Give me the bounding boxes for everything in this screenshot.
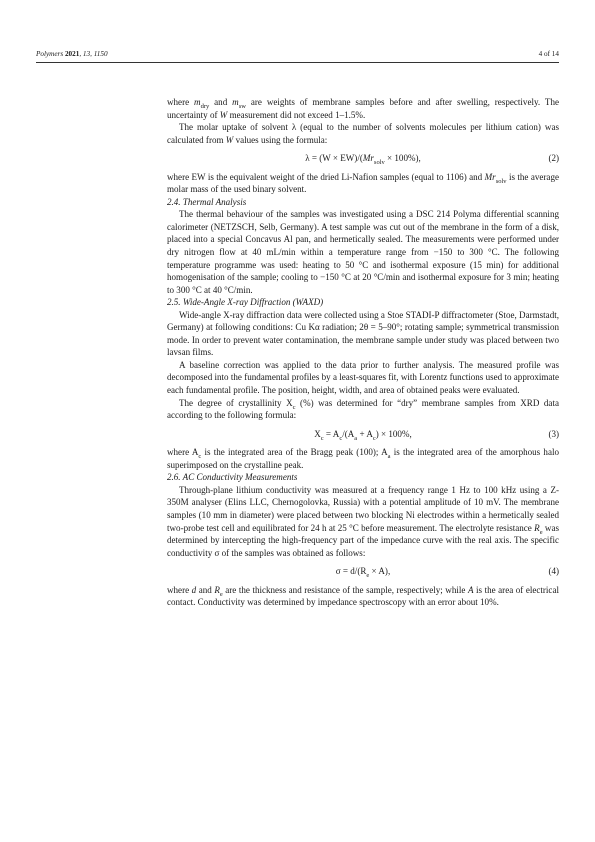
paragraph-waxd: Wide-angle X-ray diffraction data were collected using a Stoe STADI-P diffractometer (Stoe, Darmstadt, Germany) at following conditions: Cu Kα radiation; 2θ = 5–90°; rotating sample; symmetrical transmission mode. In order to prevent water contamination, the membrane sample under study was placed between two lavsan films. [167,309,559,358]
equation-4-number: (4) [548,566,559,577]
paragraph-conductivity: Through-plane lithium conductivity was measured at a frequency range 1 Hz to 100 kHz using a Z-350M analyser (Elins LLC, Chernogolovka, Russia) with a potential amplitude of 10 mV. The membrane samples (10 mm in diameter) were placed between two blocking Ni electrodes within a hermetically sealed two-probe test cell and equilibrated for 24 h at 25 °C before measurement. The electrolyte resistance $R_e$ was determined by intercepting the high-frequency part of the impedance curve with the real axis. The specific conductivity σ of the samples was obtained as follows: [167,484,559,558]
journal-citation [36,50,108,58]
paragraph-swelling: where $m_{dry}$ and $m_{sw}$ are weights of membrane samples before and after swelling, respectively. The uncertainty of W measurement did not exceed 1–1.5%. [167,97,559,120]
equation-3-number: (3) [548,428,559,439]
equation-3: $X_c = A_c/(A_a + A_c) \times 100\%$, (3) [314,428,559,442]
equation-2-number: (2) [548,153,559,164]
section-heading-thermal: 2.4. Thermal Analysis [167,196,247,207]
paragraph-bragg: where $A_c$ is the integrated area of the Bragg peak (100); $A_a$ is the integrated area of the amorphous halo superimposed on the crystalline peak. [167,447,559,470]
journal-volume: , 13, 1150 [79,50,108,58]
article-body [167,96,559,609]
paragraph-where-d: where d and $R_e$ are the thickness and resistance of the sample, respectively; while A is the area of electrical contact. Conductivity was determined by impedance spectroscopy with an error about 10%. [167,584,559,608]
equation-2: $\lambda = (W \times EW)/(Mr_{solv} \times 100\%)$, (2) [305,153,559,166]
running-header [36,50,559,58]
paragraph-ew: where EW is the equivalent weight of the dried Li-Nafion samples (equal to 1106) and $Mr_{solv}$ is the average molar mass of the used binary solvent. [167,171,559,195]
journal-year: 2021 [64,50,80,58]
paragraph-crystallinity: The degree of crystallinity $X_c$ (%) was determined for “dry” membrane samples from XRD data according to the following formula: [167,397,559,421]
paragraph-baseline: A baseline correction was applied to the data prior to further analysis. The measured profile was decomposed into the fundamental profiles by a least-squares fit, with Lorentz functions used to approximate each fundamental profile. The position, height, width, and area of obtained peaks were evaluated. [167,359,559,396]
journal-name: Polymers [36,50,64,58]
paragraph-molar-uptake: The molar uptake of solvent λ (equal to the number of solvents molecules per lithium cation) was calculated from W values using the formula: [167,122,559,145]
equation-4: $\sigma = d/(R_e \times A)$, (4) [335,566,559,579]
section-heading-conductivity: 2.6. AC Conductivity Measurements [167,472,298,483]
page-number: 4 of 14 [538,50,559,58]
section-heading-waxd: 2.5. Wide-Angle X-ray Diffraction (WAXD) [167,297,324,308]
header-rule [36,62,559,63]
paragraph-thermal: The thermal behaviour of the samples was investigated using a DSC 214 Polyma differential scanning calorimeter (NETZSCH, Selb, Germany). A test sample was cut out of the membrane in the form of a disk, placed into a special Concavus Al pan, and hermetically sealed. The measurements were performed under dry nitrogen flow at 40 mL/min within a temperature range from −150 to 300 °C. The following temperature programme was used: heating to 50 °C and isothermal exposure (15 min) for additional homogenisation of the sample; cooling to −150 °C at 20 °C/min and isothermal exposure for 3 min; heating to 300 °C at 40 °C/min. [167,209,559,295]
